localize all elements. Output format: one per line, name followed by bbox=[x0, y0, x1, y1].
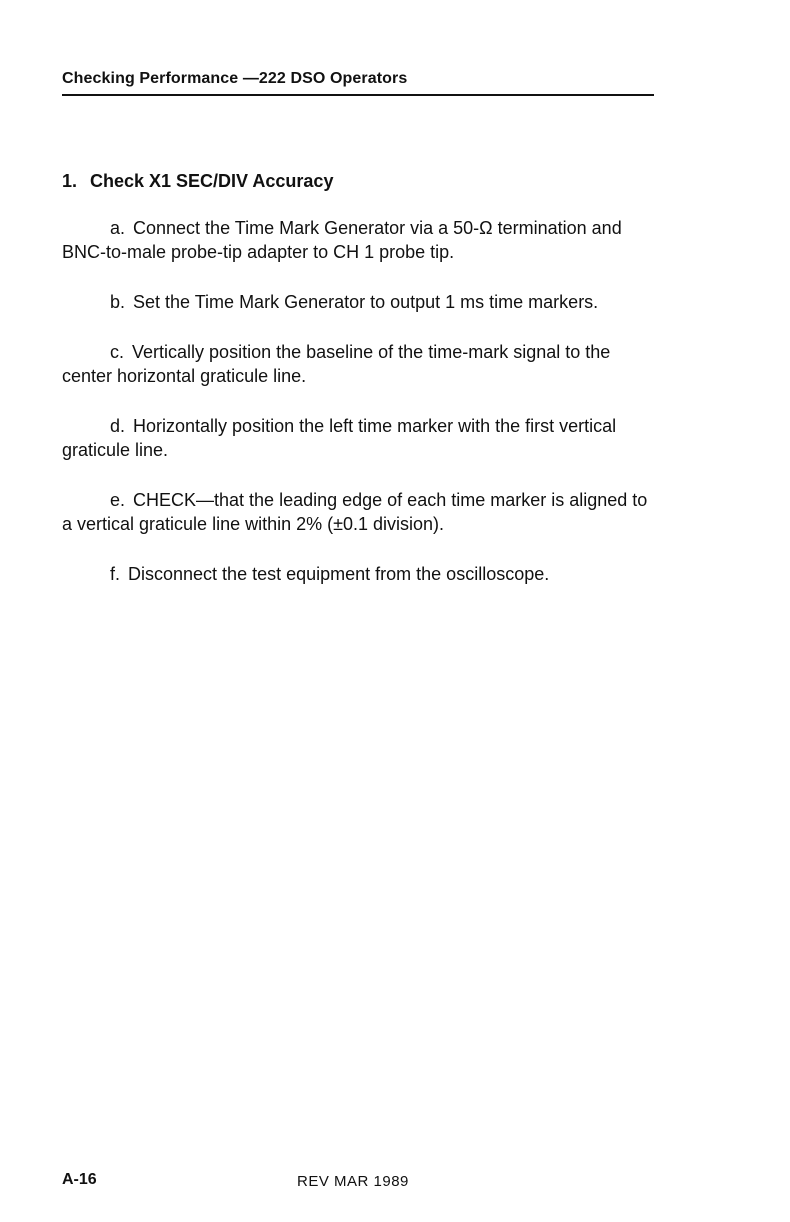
step-letter: b. bbox=[110, 292, 126, 312]
step-c bbox=[62, 340, 658, 388]
step-letter: c. bbox=[110, 342, 125, 362]
step-letter: d. bbox=[110, 416, 126, 436]
section-heading bbox=[62, 170, 333, 192]
step-e bbox=[62, 488, 658, 536]
procedure-steps bbox=[62, 216, 658, 612]
step-text: Horizontally position the left time marker with the first vertical graticule line. bbox=[62, 416, 617, 460]
step-letter: f. bbox=[110, 564, 121, 584]
step-letter: e. bbox=[110, 490, 126, 510]
section-title: Check X1 SEC/DIV Accuracy bbox=[90, 171, 334, 191]
revision-date: REV MAR 1989 bbox=[297, 1173, 409, 1190]
page-number: A-16 bbox=[62, 1171, 97, 1188]
step-letter: a. bbox=[110, 218, 126, 238]
step-text: Connect the Time Mark Generator via a 50-Ω termination and BNC-to-male probe-tip adapter to CH 1 probe tip. bbox=[62, 218, 622, 262]
step-b bbox=[62, 290, 658, 314]
step-f bbox=[62, 562, 658, 586]
step-a bbox=[62, 216, 658, 264]
step-text: Vertically position the baseline of the time-mark signal to the center horizontal graticule line. bbox=[62, 342, 611, 386]
step-d bbox=[62, 414, 658, 462]
step-text: Disconnect the test equipment from the oscilloscope. bbox=[128, 564, 550, 584]
step-text: Set the Time Mark Generator to output 1 ms time markers. bbox=[133, 292, 599, 312]
section-number: 1. bbox=[62, 171, 78, 191]
step-text: CHECK—that the leading edge of each time marker is aligned to a vertical graticule line within 2% (±0.1 division). bbox=[62, 490, 648, 534]
running-head: Checking Performance —222 DSO Operators bbox=[62, 69, 654, 96]
